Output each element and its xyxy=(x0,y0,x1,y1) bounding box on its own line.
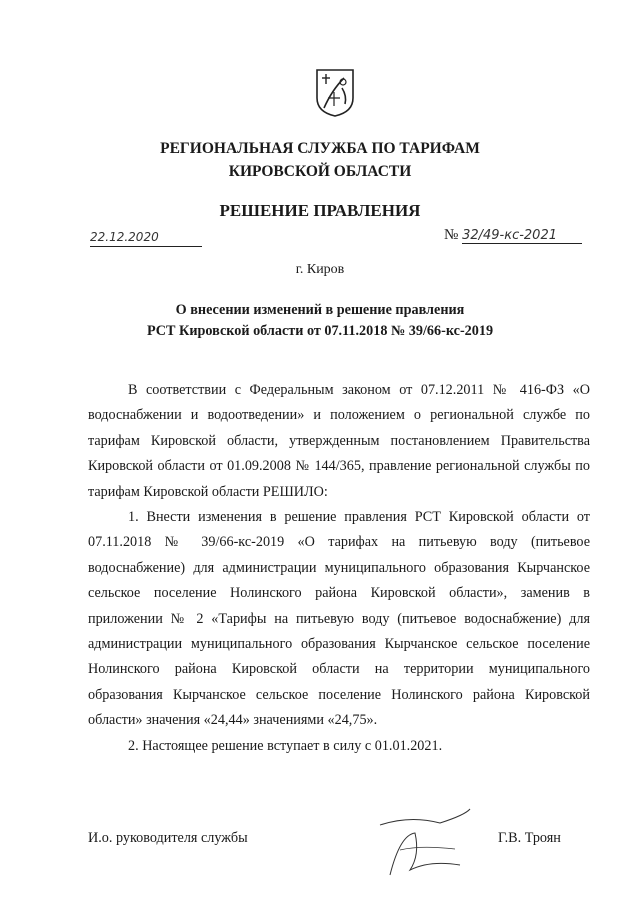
paragraph-preamble: В соответствии с Федеральным законом от 07.12.2011 № 416-ФЗ «О водоснабжении и водоотведении» и положением о региональной службе по тарифам Кировской области, утвержденным постановлением Правительства Кировской области от 01.09.2008 № 144/365, правление региональной службы по тарифам Кировской области РЕШИЛО: xyxy=(88,382,590,500)
signatory-position: И.о. руководителя службы xyxy=(88,830,248,846)
document-date: 22.12.2020 xyxy=(90,230,159,244)
org-name-line1: РЕГИОНАЛЬНАЯ СЛУЖБА ПО ТАРИФАМ xyxy=(160,140,480,157)
subject-line1: О внесении изменений в решение правления xyxy=(175,302,465,318)
document-number: 32/49-кс-2021 xyxy=(462,228,582,244)
org-name-line2: КИРОВСКОЙ ОБЛАСТИ xyxy=(228,163,412,180)
number-field xyxy=(444,227,582,244)
document-body xyxy=(88,378,590,759)
coat-of-arms-icon xyxy=(314,68,356,118)
paragraph-item-2: 2. Настоящее решение вступает в силу с 01.01.2021. xyxy=(128,737,443,754)
paragraph-item-1: 1. Внести изменения в решение правления РСТ Кировской области от 07.11.2018 № 39/66-кс-2019 «О тарифах на питьевую воду (питьевое водоснабжение) для администрации муниципального образования Кырчанское сельское поселение Нолинского района Кировской области», заменив в приложении № 2 «Тарифы на питьевую воду (питьевое водоснабжение) для администрации муниципального образования Кырчанское сельское поселение Нолинского района Кировской области на территории муниципального образования Кырчанское сельское поселение Нолинского района Кировской области» значения «24,44» значениями «24,75». xyxy=(88,509,590,729)
signature-icon xyxy=(370,805,480,890)
city: г. Киров xyxy=(295,262,345,277)
date-field xyxy=(90,228,202,247)
subject-line2: РСТ Кировской области от 07.11.2018 № 39/66-кс-2019 xyxy=(146,323,494,339)
number-sign: № xyxy=(444,227,459,243)
signatory-name: Г.В. Троян xyxy=(498,830,561,846)
document-title: РЕШЕНИЕ ПРАВЛЕНИЯ xyxy=(219,201,421,220)
